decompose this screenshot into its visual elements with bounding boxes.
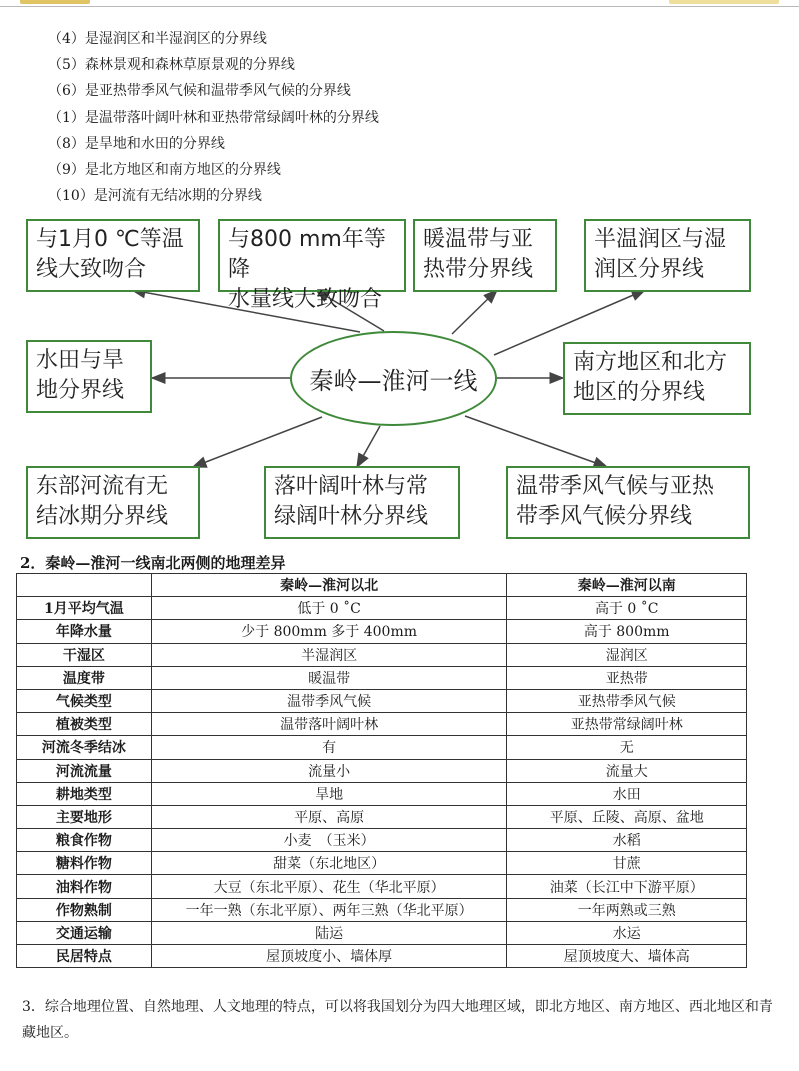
box-line: 落叶阔叶林与常 [274, 474, 429, 499]
table-cell: 水运 [507, 921, 747, 944]
table-cell: 甘蔗 [507, 852, 747, 875]
table-cell: 陆运 [151, 921, 507, 944]
table-cell: 一年两熟或三熟 [507, 898, 747, 921]
table-cell: 温带落叶阔叶林 [151, 713, 507, 736]
box-paddy-dryland [26, 340, 152, 413]
table-row-header: 温度带 [17, 666, 152, 689]
table-cell: 水稻 [507, 829, 747, 852]
box-800mm-isohyet [218, 219, 406, 312]
list-item: （5）森林景观和森林草原景观的分界线 [48, 57, 295, 74]
box-line: 水田与旱 [36, 348, 125, 373]
box-forest-type [264, 466, 460, 539]
table-row-header: 干湿区 [17, 643, 152, 666]
box-line: 与1月0 ℃等温 [36, 227, 184, 252]
table-cell: 湿润区 [507, 643, 747, 666]
box-line: 线大致吻合 [36, 257, 147, 282]
table-cell: 高于 800mm [507, 620, 747, 643]
table-header-cell: 秦岭—淮河以北 [151, 574, 507, 597]
table-header-cell [17, 574, 152, 597]
box-line: 半温润区与湿 [594, 227, 727, 252]
table-row-header: 耕地类型 [17, 782, 152, 805]
header-bar [0, 0, 799, 7]
geo-difference-table [16, 573, 747, 968]
table-row [17, 945, 747, 968]
box-line: 温带季风气候与亚热 [516, 474, 715, 499]
section-2-title: 2．秦岭—淮河一线南北两侧的地理差异 [20, 554, 286, 572]
table-cell: 亚热带常绿阔叶林 [507, 713, 747, 736]
qinling-huaihe-diagram [0, 210, 799, 546]
table-row-header: 河流冬季结冰 [17, 736, 152, 759]
table-row [17, 829, 747, 852]
table-row-header: 糖料作物 [17, 852, 152, 875]
table-cell: 无 [507, 736, 747, 759]
table-row-header: 河流流量 [17, 759, 152, 782]
table-row [17, 921, 747, 944]
table-row [17, 643, 747, 666]
table-cell: 屋顶坡度大、墙体高 [507, 945, 747, 968]
box-line: 地分界线 [36, 378, 125, 403]
box-line: 结冰期分界线 [36, 504, 169, 529]
table-cell: 高于 0 ˚C [507, 597, 747, 620]
table-row-header: 油料作物 [17, 875, 152, 898]
table-row [17, 852, 747, 875]
arrow-to-temp-zone [452, 290, 497, 334]
table-row-header: 粮食作物 [17, 829, 152, 852]
table-cell: 温带季风气候 [151, 689, 507, 712]
table-row [17, 898, 747, 921]
table-cell: 有 [151, 736, 507, 759]
table-cell: 一年一熟（东北平原）、两年三熟（华北平原） [151, 898, 507, 921]
center-label: 秦岭—淮河一线 [309, 367, 478, 395]
table-cell: 亚热带 [507, 666, 747, 689]
list-item: （1）是温带落叶阔叶林和亚热带常绿阔叶林的分界线 [48, 109, 379, 126]
table-body [17, 574, 747, 968]
list-item: （8）是旱地和水田的分界线 [48, 135, 225, 152]
list-item: （6）是亚热带季风气候和温带季风气候的分界线 [48, 83, 351, 100]
box-north-south-regions [563, 342, 751, 415]
list-item: （4）是湿润区和半湿润区的分界线 [48, 31, 267, 47]
header-right-mark [669, 0, 779, 4]
table-row [17, 875, 747, 898]
box-line: 与800 mm年等降 [228, 227, 386, 282]
table-cell: 小麦 （玉米） [151, 829, 507, 852]
table-row [17, 666, 747, 689]
box-line: 地区的分界线 [573, 380, 706, 405]
table-row [17, 736, 747, 759]
box-humid-zone [584, 219, 751, 292]
box-line: 润区分界线 [594, 257, 705, 282]
table-row-header: 1月平均气温 [17, 597, 152, 620]
box-line: 暖温带与亚 [423, 227, 534, 252]
table-row [17, 782, 747, 805]
arrow-to-climate [465, 416, 607, 467]
arrow-to-forest [357, 426, 380, 467]
table-row [17, 689, 747, 712]
table-row [17, 597, 747, 620]
box-jan-0c-isotherm [26, 219, 200, 292]
table-row [17, 620, 747, 643]
table-cell: 水田 [507, 782, 747, 805]
list-item: （9）是北方地区和南方地区的分界线 [48, 161, 281, 178]
table-row [17, 713, 747, 736]
logo [20, 0, 90, 4]
table-row [17, 805, 747, 828]
section-3-paragraph: 3．综合地理位置、自然地理、人文地理的特点，可以将我国划分为四大地理区域，即北方地区、南方地区、西北地区和青藏地区。 [22, 999, 773, 1041]
box-line: 东部河流有无 [36, 474, 169, 499]
box-line: 热带分界线 [423, 257, 534, 282]
table-cell: 半湿润区 [151, 643, 507, 666]
list-item: （10）是河流有无结冰期的分界线 [48, 188, 262, 205]
table-cell: 暖温带 [151, 666, 507, 689]
table-cell: 少于 800mm 多于 400mm [151, 620, 507, 643]
table-cell: 平原、丘陵、高原、盆地 [507, 805, 747, 828]
box-line: 水量线大致吻合 [228, 287, 383, 312]
box-line: 带季风气候分界线 [516, 504, 693, 529]
box-line: 南方地区和北方 [573, 350, 728, 375]
table-row-header: 气候类型 [17, 689, 152, 712]
arrow-to-river-ice [193, 417, 322, 467]
table-row [17, 759, 747, 782]
table-cell: 平原、高原 [151, 805, 507, 828]
box-line: 绿阔叶林分界线 [274, 504, 429, 529]
box-climate-type [506, 466, 750, 539]
table-cell: 屋顶坡度小、墙体厚 [151, 945, 507, 968]
table-cell: 流量大 [507, 759, 747, 782]
table-cell: 旱地 [151, 782, 507, 805]
box-temperature-zone [413, 219, 557, 292]
table-cell: 甜菜（东北地区） [151, 852, 507, 875]
table-row-header: 主要地形 [17, 805, 152, 828]
feature-list [48, 26, 748, 209]
table-row-header: 民居特点 [17, 945, 152, 968]
table-cell: 油菜（长江中下游平原） [507, 875, 747, 898]
table-cell: 亚热带季风气候 [507, 689, 747, 712]
table-cell: 低于 0 ˚C [151, 597, 507, 620]
table-cell: 流量小 [151, 759, 507, 782]
table-cell: 大豆（东北平原）、花生（华北平原） [151, 875, 507, 898]
center-qinling-huaihe [290, 331, 497, 426]
table-row-header: 交通运输 [17, 921, 152, 944]
table-row-header: 作物熟制 [17, 898, 152, 921]
table-row-header: 年降水量 [17, 620, 152, 643]
table-header-cell: 秦岭—淮河以南 [507, 574, 747, 597]
table-header-row [17, 574, 747, 597]
box-river-ice [26, 466, 200, 539]
table-row-header: 植被类型 [17, 713, 152, 736]
